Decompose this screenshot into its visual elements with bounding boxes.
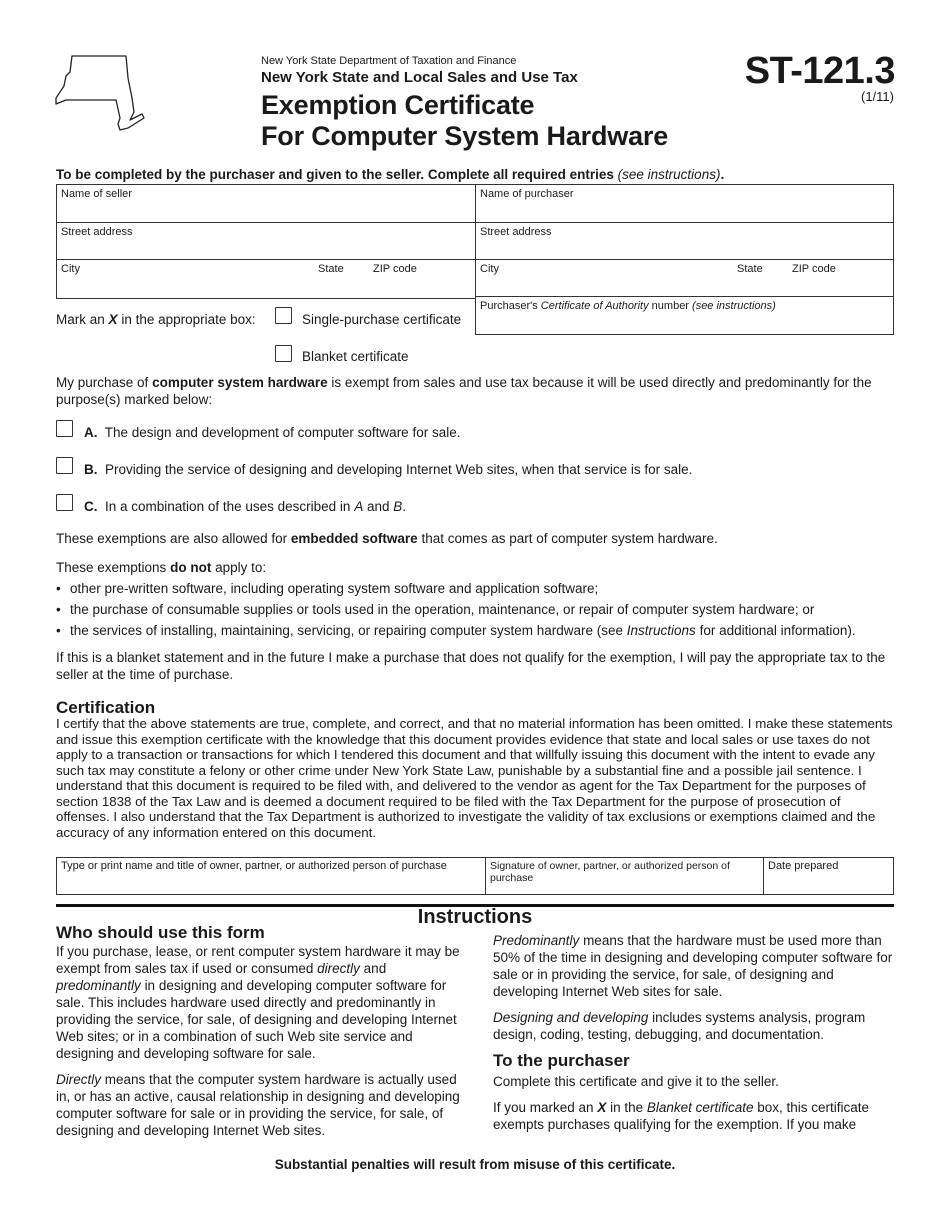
form-title bbox=[261, 90, 668, 152]
to-the-purchaser-heading: To the purchaser bbox=[493, 1051, 630, 1070]
not-apply-list bbox=[56, 580, 894, 643]
purchase-statement: My purchase of computer system hardware is exempt from sales and use tax because it will be used directly and predominantly for the purpose(s) marked below: bbox=[56, 375, 872, 407]
single-purchase-label: Single-purchase certificate bbox=[302, 312, 462, 327]
seller-city-state-zip-field[interactable] bbox=[57, 260, 475, 298]
purchaser-city-label: City bbox=[480, 263, 499, 275]
list-item: • the services of installing, maintaining, servicing, or repairing computer system hardware (see Instructions for additional information). bbox=[56, 622, 894, 639]
instruction-bold: To be completed by the purchaser and given to the seller. Complete all required entries bbox=[56, 167, 614, 182]
not-apply-intro: These exemptions do not apply to: bbox=[56, 560, 267, 575]
option-c: C. In a combination of the uses described in A and B. bbox=[84, 499, 407, 514]
seller-section bbox=[56, 184, 476, 299]
signature-section bbox=[56, 857, 894, 895]
designing-definition: Designing and developing includes systems analysis, program design, coding, testing, debugging, and documentation. bbox=[493, 1010, 866, 1042]
option-b-checkbox[interactable] bbox=[56, 457, 73, 474]
form-title-line2: For Computer System Hardware bbox=[261, 121, 669, 151]
purchaser-name-label: Name of purchaser bbox=[480, 188, 574, 200]
penalty-footer: Substantial penalties will result from misuse of this certificate. bbox=[274, 1157, 676, 1172]
department-name: New York State Department of Taxation and Finance bbox=[261, 55, 517, 67]
purchaser-state-label: State bbox=[737, 263, 763, 275]
authority-label: Purchaser's Certificate of Authority number (see instructions) bbox=[480, 300, 776, 312]
instructions-heading: Instructions bbox=[417, 906, 533, 928]
seller-state-label: State bbox=[318, 263, 344, 275]
list-item: • other pre-written software, including operating system software and application software; bbox=[56, 580, 894, 597]
instructions-right-column bbox=[493, 932, 893, 1142]
who-should-use-text: If you purchase, lease, or rent computer system hardware it may be exempt from sales tax if used or consumed directly and predominantly in designing and developing computer software for sale. This includes hardware used directly and predominantly in providing the service, for sale, of designing and developing Internet Web sites; or in a combination of such Web site service and designing and developing software for sale. bbox=[56, 944, 460, 1061]
certification-text: I certify that the above statements are true, complete, and correct, and that no material information has been omitted. I make these statements and issue this exemption certificate with the knowledge that this document provides evidence that state and local sales or use taxes do not apply to a transaction or transactions for which I tendered this document and that willfully issuing this document with the intent to evade any such tax may constitute a felony or other crime under New York State Law, punishable by a substantial fine and a possible jail sentence. I understand that this document is required to be filed with, and delivered to the vendor as agent for the Tax Department for the purposes of section 1838 of the Tax Law and is deemed a document required to be filed with the Tax Department for the purpose of prosecution of offenses. I also understand that the Tax Department is authorized to investigate the validity of tax exclusions or exemptions claimed and the accuracy of any information entered on this document. bbox=[56, 716, 893, 840]
seller-street-label: Street address bbox=[61, 226, 133, 238]
form-title-line1: Exemption Certificate bbox=[261, 90, 535, 120]
purchaser-section bbox=[475, 184, 894, 335]
instruction-italic: (see instructions) bbox=[617, 167, 721, 182]
purchaser-street-field[interactable] bbox=[476, 223, 893, 260]
blanket-certificate-label: Blanket certificate bbox=[302, 349, 409, 364]
purchaser-instruction-1: Complete this certificate and give it to the seller. bbox=[493, 1074, 779, 1089]
purchaser-name-field[interactable] bbox=[476, 185, 893, 223]
option-a: A. The design and development of computer software for sale. bbox=[84, 425, 461, 440]
instructions-left-column bbox=[56, 924, 462, 1148]
completion-instruction bbox=[56, 167, 724, 182]
seller-city-label: City bbox=[61, 263, 80, 275]
signature-label: Signature of owner, partner, or authorized person of purchase bbox=[490, 860, 730, 884]
signature-field[interactable] bbox=[486, 858, 764, 894]
form-number: ST-121.3 bbox=[744, 50, 895, 92]
blanket-statement: If this is a blanket statement and in the future I make a purchase that does not qualify for the exemption, I will pay the appropriate tax to the seller at the time of purchase. bbox=[56, 650, 886, 682]
embedded-software-statement: These exemptions are also allowed for embedded software that comes as part of computer system hardware. bbox=[56, 531, 718, 546]
printed-name-field[interactable] bbox=[57, 858, 486, 894]
purchaser-street-label: Street address bbox=[480, 226, 552, 238]
directly-definition: Directly means that the computer system hardware is actually used in, or has an active, causal relationship in designing and developing computer software for sale or in providing the service, for sale, of designing and developing Internet Web sites. bbox=[56, 1072, 460, 1138]
mark-box-instruction: Mark an X in the appropriate box: bbox=[56, 312, 256, 327]
who-should-use-heading: Who should use this form bbox=[56, 923, 265, 942]
seller-zip-label: ZIP code bbox=[373, 263, 417, 275]
seller-street-field[interactable] bbox=[57, 223, 475, 260]
purchaser-zip-label: ZIP code bbox=[792, 263, 836, 275]
certificate-of-authority-field[interactable] bbox=[476, 297, 893, 334]
form-revision: (1/11) bbox=[861, 89, 894, 104]
seller-name-field[interactable] bbox=[57, 185, 475, 223]
tax-name: New York State and Local Sales and Use Tax bbox=[261, 69, 578, 86]
single-purchase-checkbox[interactable] bbox=[275, 307, 292, 324]
new-york-state-map-logo bbox=[54, 54, 146, 134]
purchaser-instruction-2: If you marked an X in the Blanket certificate box, this certificate exempts purchases qualifying for the exemption. If you make bbox=[493, 1100, 870, 1132]
option-c-checkbox[interactable] bbox=[56, 494, 73, 511]
seller-name-label: Name of seller bbox=[61, 188, 132, 200]
purchaser-city-state-zip-field[interactable] bbox=[476, 260, 893, 297]
option-a-checkbox[interactable] bbox=[56, 420, 73, 437]
printed-name-label: Type or print name and title of owner, partner, or authorized person of purchase bbox=[61, 860, 447, 872]
date-prepared-label: Date prepared bbox=[768, 860, 839, 872]
blanket-certificate-checkbox[interactable] bbox=[275, 345, 292, 362]
option-b: B. Providing the service of designing and developing Internet Web sites, when that service is for sale. bbox=[84, 462, 693, 477]
predominantly-definition: Predominantly means that the hardware must be used more than 50% of the time in designing and developing computer software for sale or in providing the service, for sale, of designing and developing Internet Web sites for sale. bbox=[493, 933, 893, 999]
certification-heading: Certification bbox=[56, 698, 156, 717]
list-item: • the purchase of consumable supplies or tools used in the operation, maintenance, or repair of computer system hardware; or bbox=[56, 601, 894, 618]
date-prepared-field[interactable] bbox=[764, 858, 893, 894]
instruction-end: . bbox=[720, 167, 725, 182]
